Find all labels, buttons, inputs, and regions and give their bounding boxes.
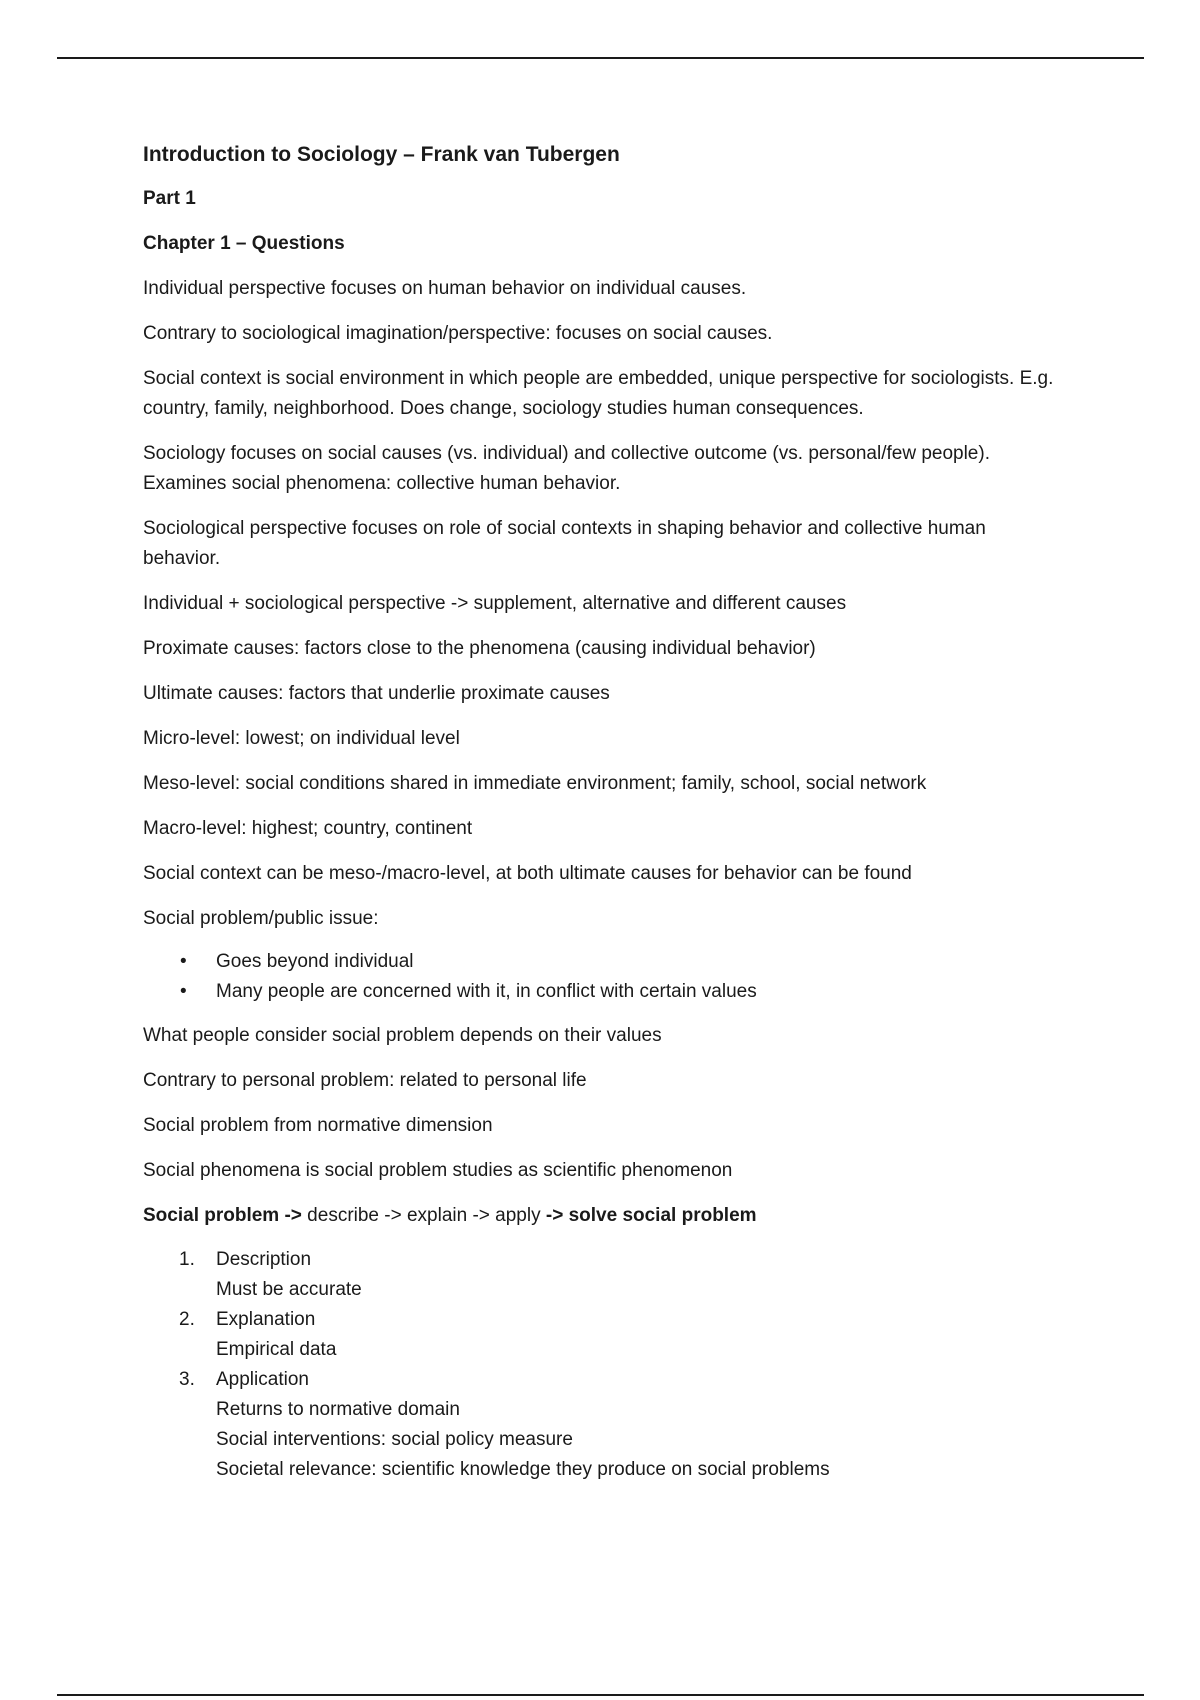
list-number: 2. xyxy=(179,1309,195,1330)
paragraph: Social context can be meso-/macro-level, at both ultimate causes for behavior can be found xyxy=(143,863,912,884)
paragraph: What people consider social problem depends on their values xyxy=(143,1025,662,1046)
bullet-list xyxy=(143,947,1063,1007)
list-item: • Many people are concerned with it, in conflict with certain values xyxy=(143,977,1063,1007)
paragraph: Social problem/public issue: xyxy=(143,908,379,929)
paragraph: Contrary to personal problem: related to personal life xyxy=(143,1070,587,1091)
paragraph: Social phenomena is social problem studies as scientific phenomenon xyxy=(143,1160,733,1181)
step-detail: Social interventions: social policy measure xyxy=(216,1429,573,1450)
paragraph: Ultimate causes: factors that underlie proximate causes xyxy=(143,683,610,704)
step-detail: Empirical data xyxy=(216,1339,337,1360)
list-item xyxy=(143,1245,1063,1305)
paragraph: Social problem from normative dimension xyxy=(143,1115,493,1136)
step-label: Application xyxy=(216,1369,309,1390)
step-label: Description xyxy=(216,1249,312,1270)
step-label: Explanation xyxy=(216,1309,316,1330)
list-item xyxy=(143,1305,1063,1365)
paragraph: Macro-level: highest; country, continent xyxy=(143,818,473,839)
document-body xyxy=(143,140,1063,1485)
flow-end: -> solve social problem xyxy=(545,1205,757,1226)
top-rule xyxy=(57,57,1144,59)
flow-line xyxy=(143,1201,1063,1231)
paragraph: Micro-level: lowest; on individual level xyxy=(143,728,460,749)
paragraph: Sociology focuses on social causes (vs. individual) and collective outcome (vs. personal/few people). Examines social phenomena: collective human behavior. xyxy=(143,443,990,494)
step-detail: Returns to normative domain xyxy=(216,1399,460,1420)
bottom-rule xyxy=(57,1694,1144,1696)
paragraph: Proximate causes: factors close to the phenomena (causing individual behavior) xyxy=(143,638,816,659)
step-detail: Must be accurate xyxy=(216,1279,362,1300)
flow-start: Social problem -> xyxy=(143,1205,302,1226)
paragraph: Sociological perspective focuses on role of social contexts in shaping behavior and collective human behavior. xyxy=(143,518,986,569)
part-heading: Part 1 xyxy=(143,188,196,209)
list-item: • Goes beyond individual xyxy=(143,947,1063,977)
paragraph: Meso-level: social conditions shared in immediate environment; family, school, social network xyxy=(143,773,927,794)
numbered-list xyxy=(143,1245,1063,1485)
paragraph: Social context is social environment in which people are embedded, unique perspective for sociologists. E.g. country, family, neighborhood. Does change, sociology studies human consequences. xyxy=(143,368,1054,419)
list-number: 3. xyxy=(179,1369,195,1390)
paragraph: Contrary to sociological imagination/perspective: focuses on social causes. xyxy=(143,323,773,344)
flow-middle: describe -> explain -> apply xyxy=(301,1205,546,1226)
list-number: 1. xyxy=(179,1249,195,1270)
paragraph: Individual perspective focuses on human behavior on individual causes. xyxy=(143,278,747,299)
paragraph: Individual + sociological perspective -> supplement, alternative and different causes xyxy=(143,593,847,614)
step-detail: Societal relevance: scientific knowledge they produce on social problems xyxy=(216,1459,830,1480)
list-item xyxy=(143,1365,1063,1485)
chapter-heading: Chapter 1 – Questions xyxy=(143,233,345,254)
document-title: Introduction to Sociology – Frank van Tubergen xyxy=(143,143,620,166)
